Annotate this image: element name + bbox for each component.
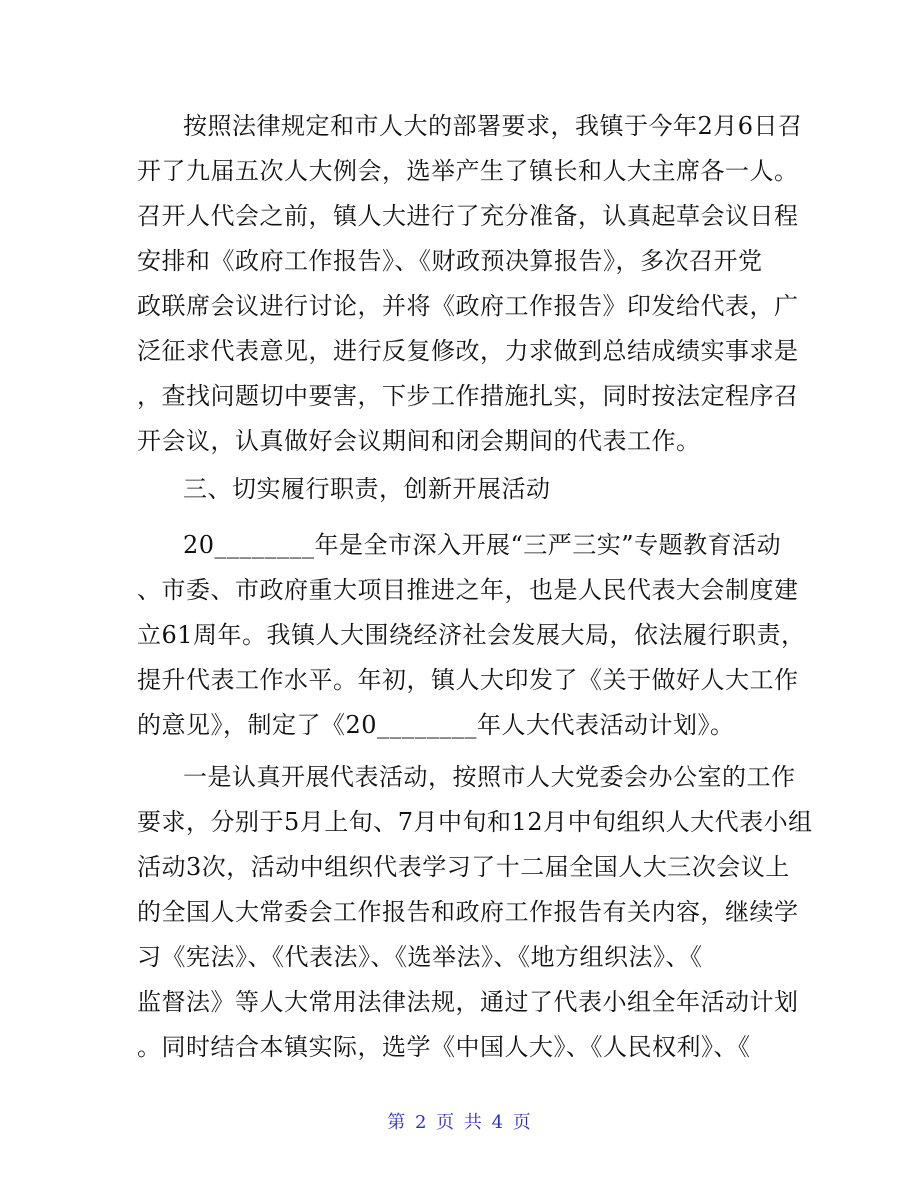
text-line: 政联席会议进行讨论，并将《政府工作报告》印发给代表，广 — [137, 292, 799, 320]
text-line: 的全国人大常委会工作报告和政府工作报告有关内容，继续学 — [137, 898, 799, 926]
text-line: 活动3次，活动中组织代表学习了十二届全国人大三次会议上 — [137, 853, 790, 881]
text-line: 要求，分别于5月上旬、7月中旬和12月中旬组织人大代表小组 — [137, 808, 813, 836]
text-line: 、市委、市政府重大项目推进之年，也是人民代表大会制度建 — [137, 576, 799, 604]
text-line: 提升代表工作水平。年初，镇人大印发了《关于做好人大工作 — [137, 666, 799, 694]
text-line: 开了九届五次人大例会，选举产生了镇长和人大主席各一人。 — [137, 157, 799, 185]
text-line: 监督法》等人大常用法律法规，通过了代表小组全年活动计划 — [137, 988, 799, 1016]
text-line: 的意见》，制定了《20________年人大代表活动计划》。 — [137, 711, 735, 739]
text-line: 按照法律规定和市人大的部署要求，我镇于今年2月6日召 — [183, 112, 803, 140]
text-line: 召开人代会之前，镇人大进行了充分准备，认真起草会议日程 — [137, 202, 799, 230]
text-line: 开会议，认真做好会议期间和闭会期间的代表工作。 — [137, 427, 701, 455]
text-line: 立61周年。我镇人大围绕经济社会发展大局，依法履行职责， — [137, 621, 806, 649]
page-number-footer: 第 2 页 共 4 页 — [387, 1112, 533, 1133]
text-line: ，查找问题切中要害，下步工作措施扎实，同时按法定程序召 — [137, 382, 799, 410]
section-heading: 三、切实履行职责，创新开展活动 — [183, 475, 551, 503]
text-line: 20________年是全市深入开展“三严三实”专题教育活动 — [183, 531, 782, 559]
text-line: 泛征求代表意见，进行反复修改，力求做到总结成绩实事求是 — [137, 337, 799, 365]
text-line: 一是认真开展代表活动，按照市人大党委会办公室的工作 — [183, 763, 796, 791]
text-line: 。同时结合本镇实际，选学《中国人大》、《人民权利》、《 — [137, 1033, 751, 1061]
text-line: 习《宪法》、《代表法》、《选举法》、《地方组织法》、《 — [137, 943, 703, 971]
text-line: 安排和《政府工作报告》、《财政预决算报告》，多次召开党 — [137, 247, 763, 275]
